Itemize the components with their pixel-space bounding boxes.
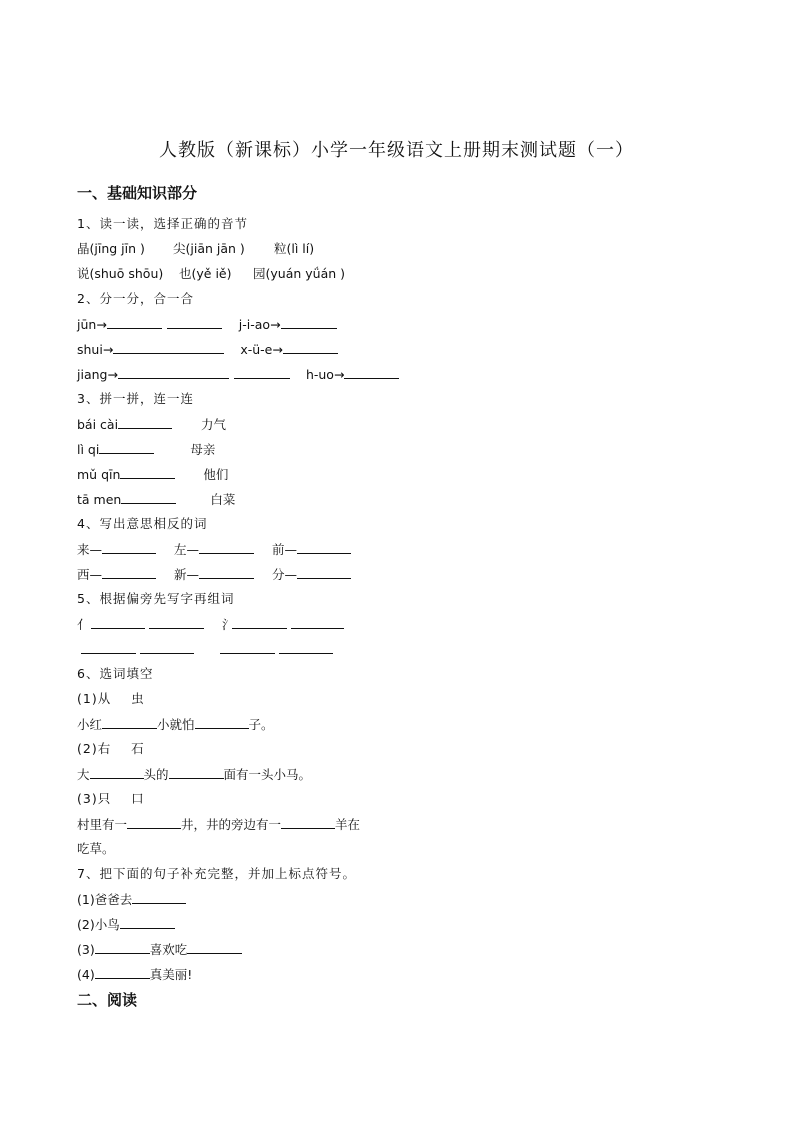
q2-syllable: x-ü-e→ [240, 342, 283, 357]
q4-word: 左— [174, 542, 200, 557]
q5-row-2 [81, 641, 333, 658]
q7-line-2 [77, 916, 175, 933]
section-heading-reading: 二、阅读 [77, 991, 138, 1009]
q2-syllable: j-i-ao→ [238, 317, 281, 332]
answer-blank[interactable] [281, 816, 335, 829]
answer-blank[interactable] [102, 541, 156, 554]
sentence-text: 面有一头小马。 [223, 767, 312, 782]
sentence-text: 小就怕 [157, 717, 195, 732]
answer-blank[interactable] [90, 766, 144, 779]
answer-blank[interactable] [95, 941, 150, 954]
answer-blank[interactable] [99, 441, 154, 454]
section-heading-basics: 一、基础知识部分 [77, 184, 198, 202]
sentence-text: 喜欢吃 [149, 942, 188, 957]
q7-line-4 [77, 966, 192, 983]
q1-item: 说(shuō shōu) [77, 266, 164, 281]
answer-blank[interactable] [121, 491, 176, 504]
q3-word: 他们 [203, 467, 229, 482]
sentence-text: (2)小鸟 [77, 917, 120, 932]
q6-sentence-1 [77, 716, 274, 733]
q4-row-1 [77, 541, 351, 558]
q5-row-1 [77, 616, 344, 633]
q3-pinyin: tā men [77, 492, 122, 507]
answer-blank[interactable] [283, 341, 338, 354]
q3-row [77, 416, 226, 433]
answer-blank[interactable] [120, 916, 175, 929]
q1-heading: 1、读一读，选择正确的音节 [77, 216, 248, 231]
answer-blank[interactable] [127, 816, 181, 829]
q4-row-2 [77, 566, 351, 583]
answer-blank[interactable] [281, 316, 337, 329]
q4-word: 来— [77, 542, 103, 557]
sentence-text: 头的 [143, 767, 169, 782]
q2-syllable: h-uo→ [305, 367, 345, 382]
q2-heading: 2、分一分，合一合 [77, 291, 194, 306]
q6-part-1-options: (1)从 虫 [77, 691, 145, 706]
q2-row-2 [77, 341, 338, 358]
q6-sentence-2 [77, 766, 311, 783]
q2-syllable: jiang→ [77, 367, 118, 382]
answer-blank[interactable] [149, 616, 204, 629]
sentence-text: 真美丽! [149, 967, 193, 982]
q3-row [77, 441, 215, 458]
sentence-text: 村里有一 [77, 817, 128, 832]
q1-item: 粒(lì lí) [274, 241, 315, 256]
q7-line-3 [77, 941, 242, 958]
q3-pinyin: mǔ qīn [77, 467, 121, 482]
q7-line-1 [77, 891, 186, 908]
answer-blank[interactable] [195, 716, 249, 729]
q3-row [77, 466, 228, 483]
q3-heading: 3、拼一拼，连一连 [77, 391, 194, 406]
answer-blank[interactable] [234, 366, 290, 379]
answer-blank[interactable] [118, 366, 229, 379]
answer-blank[interactable] [297, 541, 351, 554]
answer-blank[interactable] [113, 341, 224, 354]
q2-row-3 [77, 366, 399, 383]
q2-syllable: jūn→ [77, 317, 107, 332]
sentence-text: 井，井的旁边有一 [181, 817, 282, 832]
answer-blank[interactable] [199, 541, 254, 554]
radical-water: 氵 [222, 617, 235, 632]
answer-blank[interactable] [232, 616, 287, 629]
q6-part-3-options: (3)只 口 [77, 791, 145, 806]
answer-blank[interactable] [118, 416, 172, 429]
sentence-text: (3) [77, 942, 95, 957]
q1-row-1 [77, 241, 314, 257]
answer-blank[interactable] [291, 616, 344, 629]
q6-heading: 6、选词填空 [77, 666, 154, 681]
answer-blank[interactable] [344, 366, 399, 379]
q5-heading: 5、根据偏旁先写字再组词 [77, 591, 235, 606]
answer-blank[interactable] [169, 766, 224, 779]
q4-word: 新— [174, 567, 200, 582]
answer-blank[interactable] [102, 716, 157, 729]
answer-blank[interactable] [107, 316, 162, 329]
answer-blank[interactable] [132, 891, 186, 904]
answer-blank[interactable] [120, 466, 175, 479]
q2-syllable: shui→ [77, 342, 114, 357]
answer-blank[interactable] [279, 641, 333, 654]
q3-word: 白菜 [210, 492, 236, 507]
sentence-text: (4) [77, 967, 95, 982]
q7-heading: 7、把下面的句子补充完整，并加上标点符号。 [77, 866, 356, 881]
q6-part-2-options: (2)右 石 [77, 741, 145, 756]
answer-blank[interactable] [95, 966, 150, 979]
sentence-text: 子。 [248, 717, 274, 732]
answer-blank[interactable] [102, 566, 156, 579]
q1-item: 晶(jīng jīn ) [77, 241, 145, 256]
sentence-text: 羊在 [335, 817, 361, 832]
document-title: 人教版（新课标）小学一年级语文上册期末测试题（一） [159, 140, 634, 161]
q1-item: 园(yuán yǘán ) [253, 266, 346, 281]
answer-blank[interactable] [199, 566, 254, 579]
answer-blank[interactable] [81, 641, 136, 654]
q3-row [77, 491, 235, 508]
sentence-text: 小红 [77, 717, 103, 732]
q3-pinyin: bái cài [77, 417, 119, 432]
q4-word: 西— [77, 567, 103, 582]
answer-blank[interactable] [187, 941, 242, 954]
q3-pinyin: lì qi [77, 442, 100, 457]
answer-blank[interactable] [167, 316, 222, 329]
q6-sentence-3 [77, 816, 360, 833]
q3-word: 母亲 [190, 442, 216, 457]
q6-sentence-3-cont: 吃草。 [77, 841, 115, 856]
answer-blank[interactable] [91, 616, 145, 629]
q3-word: 力气 [201, 417, 227, 432]
radical-person: 亻 [77, 617, 90, 632]
sentence-text: (1)爸爸去 [77, 892, 133, 907]
q1-row-2 [77, 266, 345, 282]
q4-heading: 4、写出意思相反的词 [77, 516, 208, 531]
answer-blank[interactable] [220, 641, 275, 654]
q1-item: 也(yě iě) [179, 266, 232, 281]
q4-word: 分— [272, 567, 298, 582]
q4-word: 前— [272, 542, 298, 557]
answer-blank[interactable] [297, 566, 351, 579]
sentence-text: 大 [77, 767, 90, 782]
q2-row-1 [77, 316, 337, 333]
q1-item: 尖(jiān jān ) [173, 241, 245, 256]
answer-blank[interactable] [140, 641, 194, 654]
